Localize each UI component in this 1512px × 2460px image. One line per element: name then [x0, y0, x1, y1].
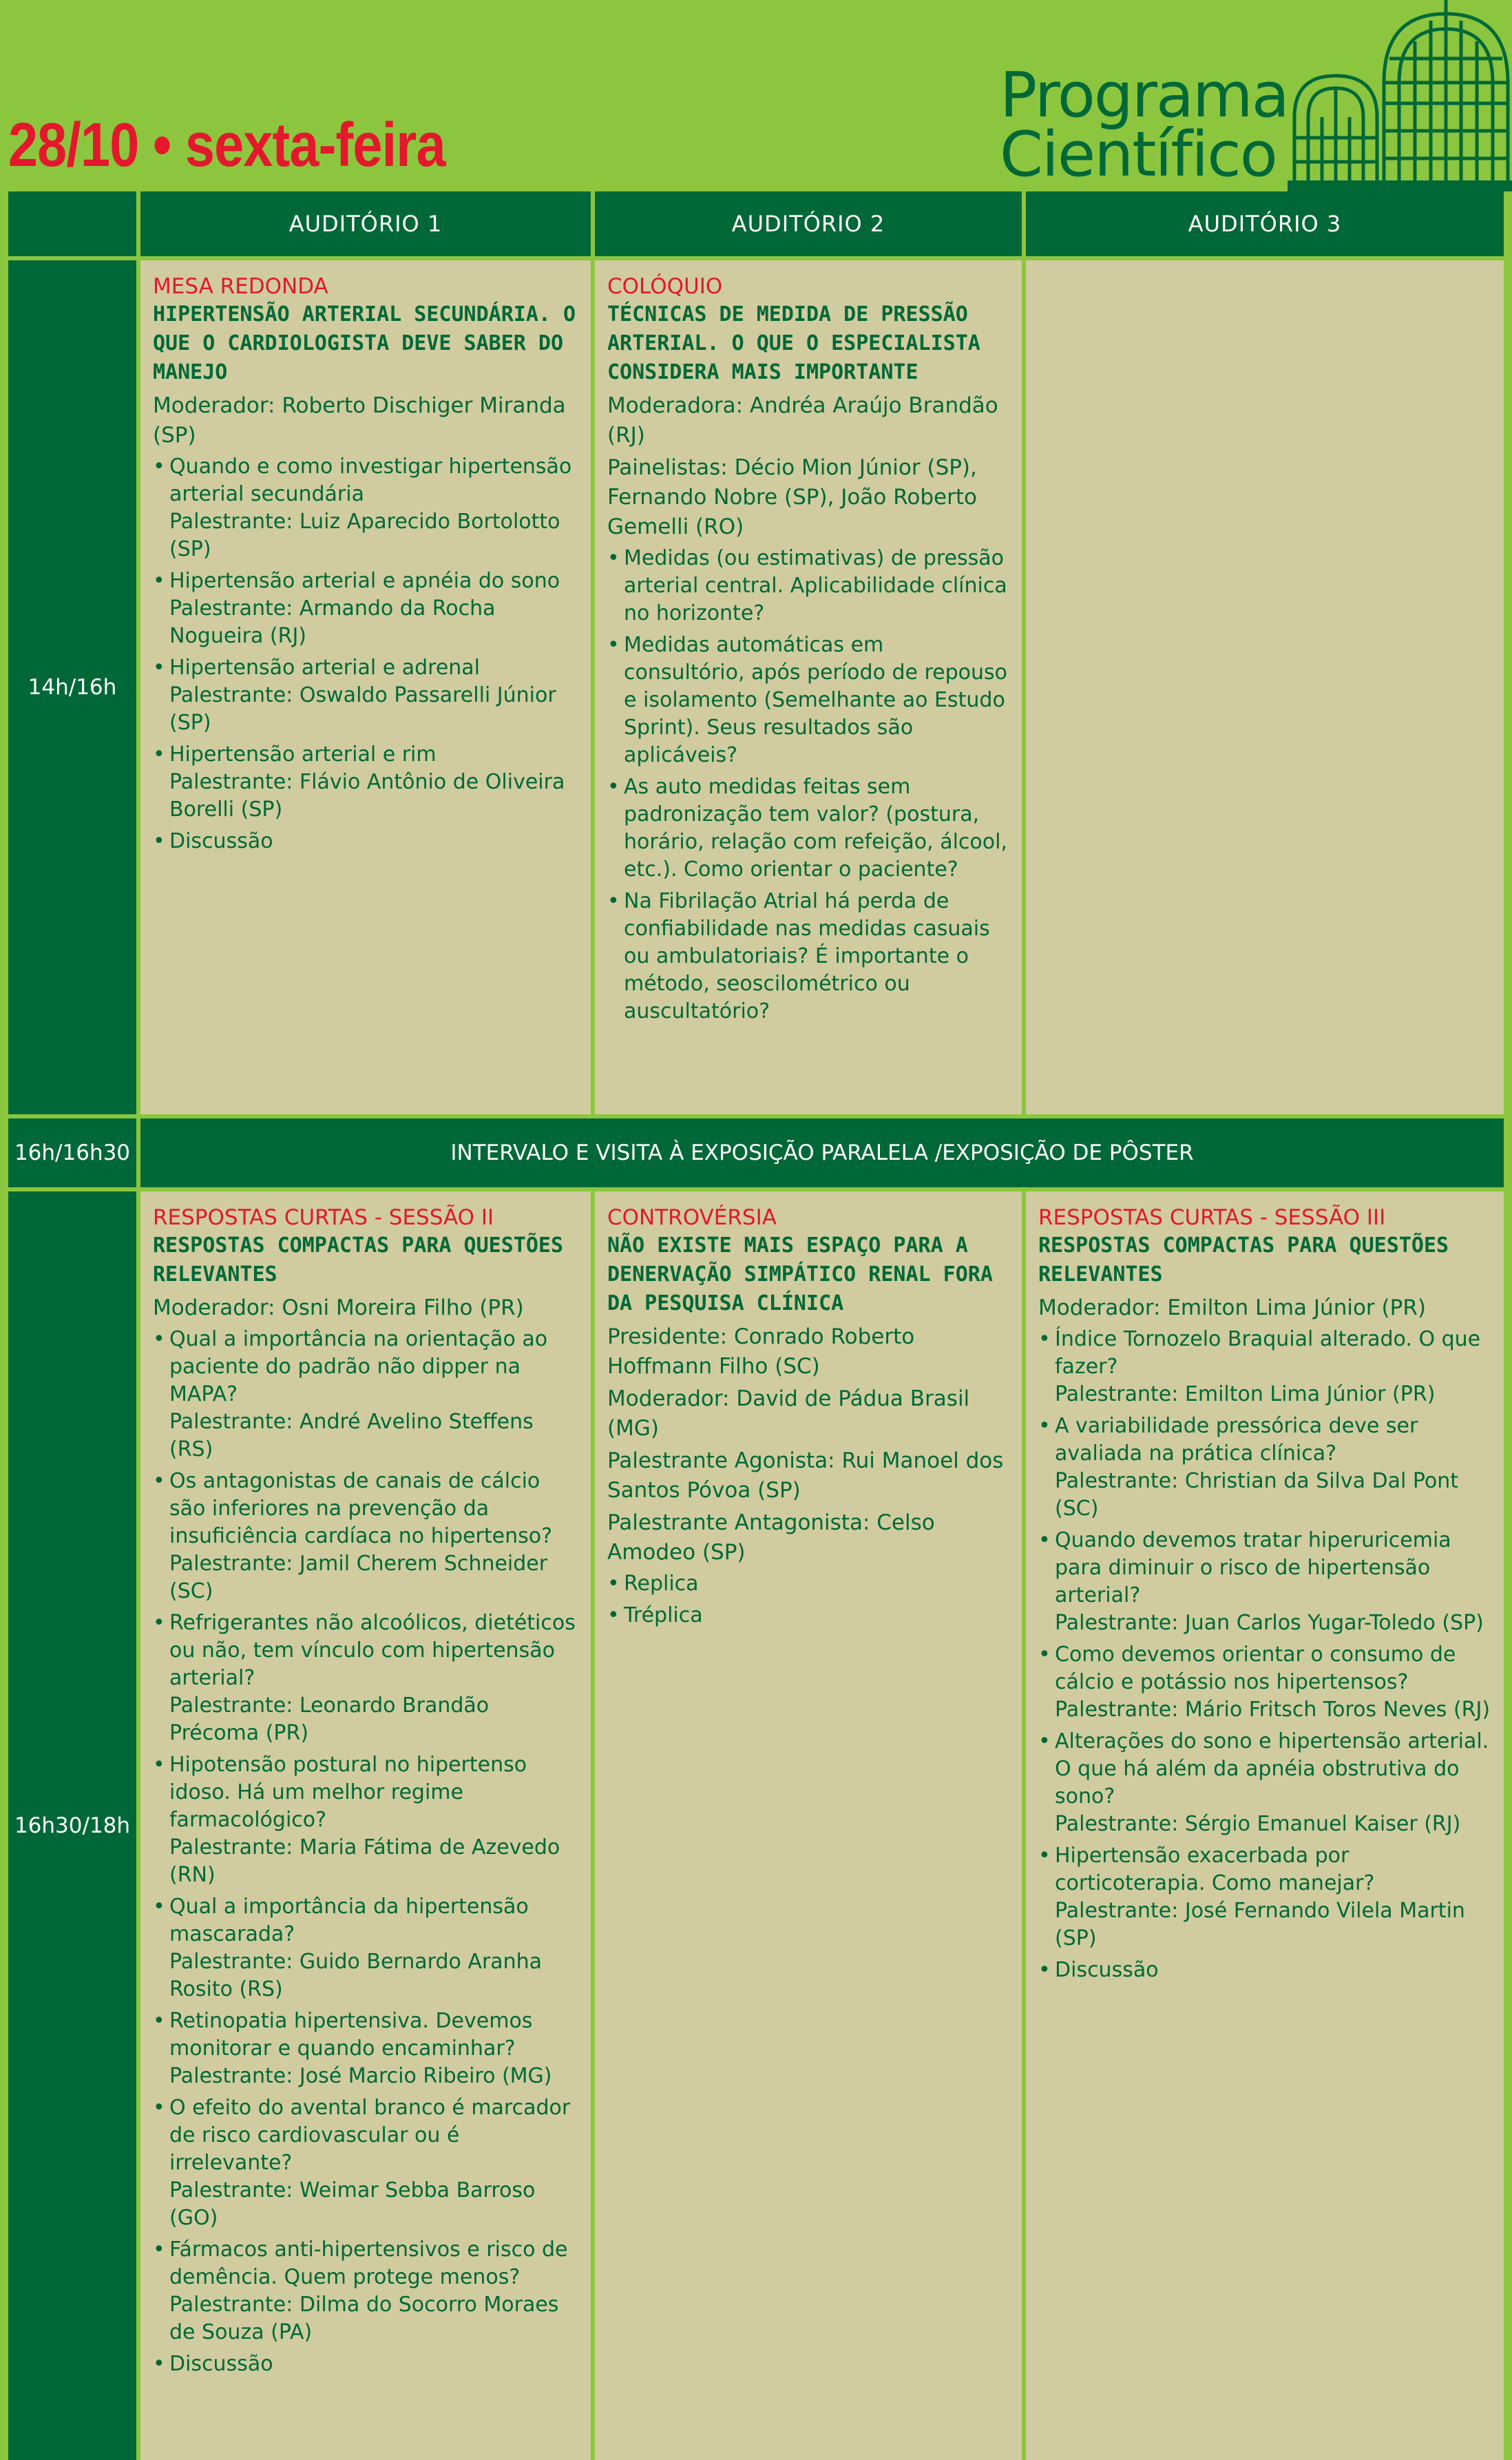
session-panelists: Painelistas: Décio Mion Júnior (SP), Fernando Nobre (SP), João Roberto Gemelli (RO) [607, 455, 977, 539]
session-president: Presidente: Conrado Roberto Hoffmann Filho (SC) [607, 1324, 915, 1379]
session-category: CONTROVÉRSIA [607, 1205, 777, 1230]
list-item: • Retinopatia hipertensiva. Devemos monitorar e quando encaminhar? Palestrante: José Marcio Ribeiro (MG) [153, 2009, 552, 2088]
session-moderator: Moderador: David de Pádua Brasil (MG) [607, 1386, 970, 1441]
session-moderator: Moderadora: Andréa Araújo Brandão (RJ) [607, 393, 998, 448]
list-item: • Hipertensão arterial e adrenal Palestrante: Oswaldo Passarelli Júnior (SP) [153, 656, 556, 735]
session-title: RESPOSTAS COMPACTAS PARA QUESTÕES RELEVANTES [1038, 1233, 1449, 1286]
list-item: • Quando devemos tratar hiperuricemia para diminuir o risco de hipertensão arterial? Palestrante: Juan Carlos Yugar-Toledo (SP) [1038, 1528, 1484, 1635]
session-title: TÉCNICAS DE MEDIDA DE PRESSÃO ARTERIAL. O QUE O ESPECIALISTA CONSIDERA MAIS IMPORTANTE [607, 302, 980, 384]
session-moderator: Moderador: Emilton Lima Júnior (PR) [1038, 1295, 1426, 1320]
list-item: • Na Fibrilação Atrial há perda de confiabilidade nas medidas casuais ou ambulatoriais? É importante o método, seoscilométrico ou auscultatório? [607, 889, 990, 1023]
time-slot-break: 16h/16h30 [8, 1118, 136, 1187]
page-date-title: 28/10 • sexta-feira [8, 111, 445, 180]
column-header-auditorio-3: AUDITÓRIO 3 [1026, 191, 1504, 256]
session-category: COLÓQUIO [607, 274, 723, 299]
time-slot-2: 16h30/18h [8, 1191, 136, 2460]
greenhouse-illustration [1281, 0, 1512, 191]
list-item: • Discussão [1038, 1958, 1159, 1982]
session-title: NÃO EXISTE MAIS ESPAÇO PARA A DENERVAÇÃO SIMPÁTICO RENAL FORA DA PESQUISA CLÍNICA [607, 1233, 993, 1315]
session-title: RESPOSTAS COMPACTAS PARA QUESTÕES RELEVANTES [153, 1233, 564, 1286]
session-slot1-aud3-empty [1026, 260, 1504, 1114]
session-slot2-aud2 [595, 1191, 1022, 2460]
list-item: • Qual a importância na orientação ao paciente do padrão não dipper na MAPA? Palestrante: André Avelino Steffens (RS) [153, 1327, 548, 1461]
list-item: • Alterações do sono e hipertensão arterial. O que há além da apnéia obstrutiva do sono? Palestrante: Sérgio Emanuel Kaiser (RJ) [1038, 1729, 1489, 1836]
list-item: • Hipertensão exacerbada por corticoterapia. Como manejar? Palestrante: José Fernando Vilela Martin (SP) [1038, 1844, 1465, 1950]
list-item: • Como devemos orientar o consumo de cálcio e potássio nos hipertensos? Palestrante: Mário Fritsch Toros Neves (RJ) [1038, 1643, 1491, 1722]
session-title: HIPERTENSÃO ARTERIAL SECUNDÁRIA. O QUE O CARDIOLOGISTA DEVE SABER DO MANEJO [153, 302, 576, 384]
list-item: • Medidas automáticas em consultório, após período de repouso e isolamento (Semelhante ao Estudo Sprint). Seus resultados são aplicáveis? [607, 633, 1008, 767]
list-item: • O efeito do avental branco é marcador de risco cardiovascular ou é irrelevante? Palestrante: Weimar Sebba Barroso (GO) [153, 2096, 571, 2230]
list-item: • Fármacos anti-hipertensivos e risco de demência. Quem protege menos? Palestrante: Dilma do Socorro Moraes de Souza (PA) [153, 2238, 568, 2344]
session-category: RESPOSTAS CURTAS - SESSÃO II [153, 1205, 494, 1230]
list-item: • Replica [607, 1572, 699, 1596]
brand-line-2: Científico [1000, 118, 1277, 191]
schedule-grid [8, 191, 1504, 2460]
session-category: RESPOSTAS CURTAS - SESSÃO III [1038, 1205, 1386, 1230]
brand-logo [1000, 59, 1288, 191]
corner-cell [8, 191, 136, 256]
list-item: • Quando e como investigar hipertensão arterial secundária Palestrante: Luiz Aparecido Bortolotto (SP) [153, 455, 572, 561]
list-item: • Os antagonistas de canais de cálcio são inferiores na prevenção da insuficiência cardíaca no hipertenso? Palestrante: Jamil Cherem Schneider (SC) [153, 1469, 553, 1603]
column-header-auditorio-2: AUDITÓRIO 2 [595, 191, 1022, 256]
session-slot1-aud1 [140, 260, 591, 1114]
list-item: • Discussão [153, 2352, 273, 2376]
list-item: • As auto medidas feitas sem padronização tem valor? (postura, horário, relação com refeição, álcool, etc.). Como orientar o paciente? [607, 775, 1007, 882]
interval-banner: INTERVALO E VISITA À EXPOSIÇÃO PARALELA /EXPOSIÇÃO DE PÔSTER [140, 1118, 1504, 1187]
list-item: • Qual a importância da hipertensão mascarada? Palestrante: Guido Bernardo Aranha Rosito (RS) [153, 1895, 543, 2001]
time-slot-1: 14h/16h [8, 260, 136, 1114]
column-header-auditorio-1: AUDITÓRIO 1 [140, 191, 591, 256]
session-speaker-antagonist: Palestrante Antagonista: Celso Amodeo (SP) [607, 1510, 935, 1565]
list-item: • Tréplica [607, 1603, 703, 1627]
brand-line-1: Programa [1000, 59, 1288, 132]
list-item: • Discussão [153, 829, 273, 853]
session-slot2-aud3 [1026, 1191, 1504, 2460]
list-item: • Medidas (ou estimativas) de pressão arterial central. Aplicabilidade clínica no horizonte? [607, 546, 1007, 625]
session-slot1-aud2 [595, 260, 1022, 1114]
list-item: • A variabilidade pressórica deve ser avaliada na prática clínica? Palestrante: Christian da Silva Dal Pont (SC) [1038, 1414, 1459, 1521]
session-moderator: Moderador: Osni Moreira Filho (PR) [153, 1295, 524, 1320]
session-speaker-agonist: Palestrante Agonista: Rui Manoel dos Santos Póvoa (SP) [607, 1448, 1004, 1503]
session-category: MESA REDONDA [153, 274, 328, 299]
list-item: • Índice Tornozelo Braquial alterado. O que fazer? Palestrante: Emilton Lima Júnior (PR) [1038, 1327, 1481, 1406]
list-item: • Hipertensão arterial e rim Palestrante: Flávio Antônio de Oliveira Borelli (SP) [153, 742, 565, 822]
list-item: • Refrigerantes não alcoólicos, dietéticos ou não, tem vínculo com hipertensão arterial? Palestrante: Leonardo Brandão Précoma (PR) [153, 1611, 576, 1745]
list-item: • Hipertensão arterial e apnéia do sono Palestrante: Armando da Rocha Nogueira (RJ) [153, 569, 560, 648]
list-item: • Hipotensão postural no hipertenso idoso. Há um melhor regime farmacológico? Palestrante: Maria Fátima de Azevedo (RN) [153, 1753, 560, 1887]
session-slot2-aud1 [140, 1191, 591, 2460]
session-moderator: Moderador: Roberto Dischiger Miranda (SP) [153, 393, 566, 448]
